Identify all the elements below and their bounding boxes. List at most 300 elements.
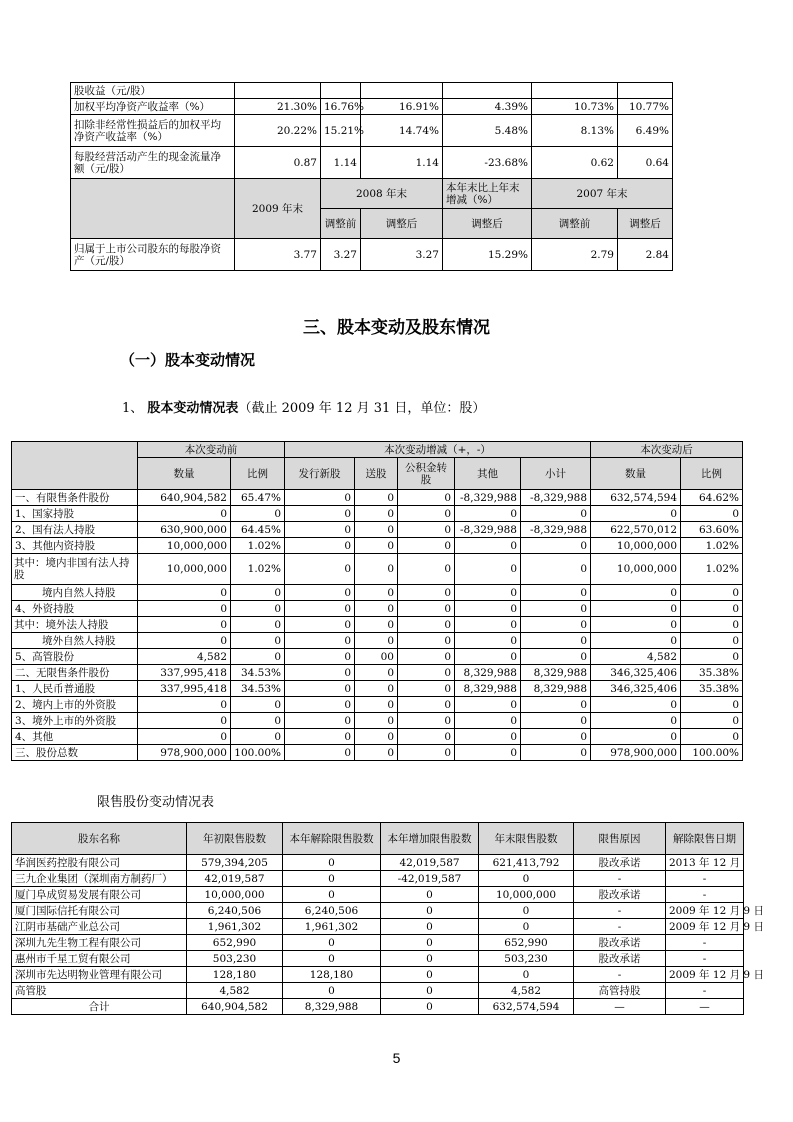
equity-cell: 0 [521,729,591,745]
restricted-cell: 128,180 [187,967,283,983]
equity-cell: 0 [138,713,231,729]
equity-cell: 0 [521,745,591,761]
fin-row-label: 股收益（元/股） [71,83,235,99]
equity-cell: 0 [285,697,355,713]
restricted-cell: 4,582 [479,983,574,999]
equity-cell: 346,325,406 [591,681,681,697]
equity-cell: 0 [231,601,285,617]
restricted-cell: 503,230 [187,951,283,967]
equity-cell: 0 [681,617,743,633]
fin-cell: 3.77 [235,239,321,271]
equity-cell: -8,329,988 [521,522,591,538]
equity-cell: 10,000,000 [138,538,231,554]
fin-row-eps-tail [71,83,673,99]
equity-row-label: 5、高管股份 [12,649,138,665]
equity-cell: 0 [355,554,398,585]
equity-row [12,617,743,633]
equity-cell: 0 [398,633,455,649]
equity-cell: 0 [681,729,743,745]
shareholder-name: 厦门阜成贸易发展有限公司 [12,887,187,903]
equity-row [12,649,743,665]
fin-cell: 2.84 [618,239,673,271]
equity-cell: 0 [285,601,355,617]
equity-cell: 0 [398,729,455,745]
col-header: 本年解除限售股数 [283,823,381,855]
restricted-cell: 股改承诺 [574,855,666,871]
fin-cell: 15.21% [321,115,361,147]
equity-cell: 0 [521,554,591,585]
shareholder-name: 惠州市千星工贸有限公司 [12,951,187,967]
equity-cell: 0 [285,729,355,745]
equity-cell: 0 [591,617,681,633]
equity-cell: 0 [398,506,455,522]
equity-cell: 100.00% [681,745,743,761]
restricted-cell: - [666,935,744,951]
equity-row [12,633,743,649]
restricted-cell: 6,240,506 [283,903,381,919]
equity-cell: 0 [521,601,591,617]
equity-cell: 0 [521,538,591,554]
restricted-cell: 1,961,302 [283,919,381,935]
restricted-cell: - [574,903,666,919]
equity-cell: 978,900,000 [591,745,681,761]
fin-row-nav [71,239,673,271]
equity-row [12,681,743,697]
equity-cell: 10,000,000 [591,554,681,585]
equity-cell: 0 [591,697,681,713]
col-header: 年末限售股数 [479,823,574,855]
equity-cell: 0 [521,633,591,649]
equity-row-label: 二、无限售条件股份 [12,665,138,681]
equity-cell: 0 [138,697,231,713]
col-header: 其他 [455,458,521,490]
restricted-cell: 股改承诺 [574,951,666,967]
restricted-cell: 0 [283,983,381,999]
equity-cell: 0 [591,585,681,601]
restricted-row [12,887,744,903]
equity-row [12,665,743,681]
restricted-cell: — [574,999,666,1015]
equity-cell: 8,329,988 [455,681,521,697]
equity-cell: -8,329,988 [521,490,591,506]
fin-cell: 6.49% [618,115,673,147]
equity-cell: 0 [521,506,591,522]
equity-row-label: 境外自然人持股 [12,633,138,649]
restricted-row [12,855,744,871]
restricted-cell: 640,904,582 [187,999,283,1015]
fin-cell: 20.22% [235,115,321,147]
equity-cell: 1.02% [231,538,285,554]
equity-cell: 0 [398,617,455,633]
equity-cell: 0 [355,506,398,522]
equity-cell: 100.00% [231,745,285,761]
equity-cell: 0 [398,538,455,554]
fin-cell: 16.91% [361,99,443,115]
equity-cell: 64.62% [681,490,743,506]
restricted-row [12,903,744,919]
fin-row-label: 归属于上市公司股东的每股净资产（元/股） [71,239,235,271]
equity-cell: 0 [231,697,285,713]
equity-cell: 35.38% [681,681,743,697]
restricted-cell: - [666,983,744,999]
col-header: 小计 [521,458,591,490]
fin-cell: 0.64 [618,147,673,179]
equity-cell: 0 [591,633,681,649]
shareholder-name: 厦门国际信托有限公司 [12,903,187,919]
equity-cell: 0 [591,601,681,617]
equity-cell: 64.45% [231,522,285,538]
fin-cell: 1.14 [321,147,361,179]
equity-row-label: 3、其他内资持股 [12,538,138,554]
header-2009: 2009 年末 [235,179,321,239]
equity-cell: 0 [455,649,521,665]
equity-cell: 63.60% [681,522,743,538]
fin-row [71,147,673,179]
equity-table-heading [122,397,485,416]
equity-cell: 0 [355,617,398,633]
equity-cell: 0 [355,713,398,729]
equity-row-label: 其中：境内非国有法人持股 [12,554,138,585]
equity-cell: 0 [681,649,743,665]
restricted-cell: 0 [381,935,479,951]
header-adj-after: 调整后 [361,209,443,239]
equity-row [12,490,743,506]
equity-row-label: 其中：境外法人持股 [12,617,138,633]
equity-cell: 0 [285,506,355,522]
equity-row [12,506,743,522]
heading-title: 股本变动情况表 [147,401,239,416]
restricted-cell: 0 [381,887,479,903]
equity-row-label: 3、境外上市的外资股 [12,713,138,729]
equity-cell: 0 [398,681,455,697]
equity-row [12,522,743,538]
equity-cell: 0 [455,554,521,585]
restricted-cell: 1,961,302 [187,919,283,935]
fin-cell: 0.87 [235,147,321,179]
equity-cell: 8,329,988 [455,665,521,681]
restricted-cell: 高管持股 [574,983,666,999]
header-adj-before: 调整前 [321,209,361,239]
equity-cell: 630,900,000 [138,522,231,538]
shareholder-name: 深圳市先达明物业管理有限公司 [12,967,187,983]
restricted-table-heading: 限售股份变动情况表 [97,795,215,810]
restricted-cell: — [666,999,744,1015]
restricted-cell: 0 [381,903,479,919]
equity-cell: 1.02% [681,554,743,585]
equity-cell: 0 [398,522,455,538]
subsection-title: （一）股本变动情况 [120,351,256,369]
equity-cell: 4,582 [138,649,231,665]
equity-cell: 0 [138,633,231,649]
restricted-row [12,983,744,999]
equity-cell: 4,582 [591,649,681,665]
restricted-cell: 652,990 [479,935,574,951]
equity-cell: 0 [285,713,355,729]
equity-cell: 0 [355,745,398,761]
equity-cell: 0 [355,665,398,681]
equity-cell: 35.38% [681,665,743,681]
financial-indicators-table [70,82,673,271]
equity-cell: 1.02% [681,538,743,554]
equity-cell: 10,000,000 [591,538,681,554]
restricted-row [12,935,744,951]
restricted-cell: 0 [381,999,479,1015]
fin-cell: 21.30% [235,99,321,115]
equity-cell: 65.47% [231,490,285,506]
equity-cell: -8,329,988 [455,490,521,506]
equity-cell: 0 [231,729,285,745]
equity-cell: 0 [231,633,285,649]
fin-cell: 1.14 [361,147,443,179]
restricted-cell: 0 [479,967,574,983]
restricted-row [12,871,744,887]
equity-cell: 0 [285,681,355,697]
fin-cell: 10.77% [618,99,673,115]
shareholder-name: 江阴市基础产业总公司 [12,919,187,935]
header-change: 本次变动增减（+，-） [285,442,591,458]
equity-cell: 0 [138,617,231,633]
equity-change-table [11,441,743,761]
shareholder-name: 深圳九先生物工程有限公司 [12,935,187,951]
restricted-cell: - [666,951,744,967]
shareholder-name: 合计 [12,999,187,1015]
equity-cell: 337,995,418 [138,681,231,697]
equity-cell: 0 [398,601,455,617]
equity-cell: 0 [355,538,398,554]
restricted-cell: 0 [479,903,574,919]
fin-cell: 8.13% [532,115,618,147]
fin-row [71,115,673,147]
equity-cell: 0 [681,633,743,649]
restricted-cell: 0 [381,967,479,983]
col-header: 公积金转股 [398,458,455,490]
equity-cell: 0 [398,745,455,761]
equity-cell: 0 [681,506,743,522]
equity-row-label: 境内自然人持股 [12,585,138,601]
equity-cell: 1.02% [231,554,285,585]
restricted-cell: 0 [283,855,381,871]
equity-cell: 0 [285,538,355,554]
equity-cell: 0 [398,554,455,585]
equity-cell: 0 [285,554,355,585]
restricted-cell: 632,574,594 [479,999,574,1015]
restricted-cell: 42,019,587 [381,855,479,871]
equity-cell: 0 [591,729,681,745]
heading-note: （截止 2009 年 12 月 31 日，单位：股） [238,401,486,416]
equity-cell: 00 [355,649,398,665]
equity-cell: 0 [285,617,355,633]
fin-cell: 10.73% [532,99,618,115]
equity-cell: 0 [285,585,355,601]
header-2008: 2008 年末 [321,179,443,209]
equity-cell: 0 [355,585,398,601]
equity-cell: 0 [355,490,398,506]
equity-cell: 0 [285,633,355,649]
equity-row-label: 1、国家持股 [12,506,138,522]
equity-row-label: 2、国有法人持股 [12,522,138,538]
equity-cell: 0 [455,713,521,729]
equity-cell: 0 [285,522,355,538]
equity-cell: 0 [521,697,591,713]
equity-cell: 0 [231,617,285,633]
restricted-cell: 652,990 [187,935,283,951]
equity-cell: 0 [681,585,743,601]
restricted-cell: 10,000,000 [187,887,283,903]
restricted-cell: 0 [381,919,479,935]
shareholder-name: 高管股 [12,983,187,999]
equity-row [12,729,743,745]
fin-cell: 2.79 [532,239,618,271]
restricted-cell: - [666,887,744,903]
equity-cell: 0 [285,745,355,761]
fin-row [71,99,673,115]
equity-cell: 8,329,988 [521,665,591,681]
equity-row-label: 三、股份总数 [12,745,138,761]
col-header: 数量 [591,458,681,490]
fin-row-label: 每股经营活动产生的现金流量净额（元/股） [71,147,235,179]
equity-cell: 0 [521,585,591,601]
col-header: 股东名称 [12,823,187,855]
equity-cell: 0 [355,681,398,697]
equity-cell: 978,900,000 [138,745,231,761]
equity-cell: 640,904,582 [138,490,231,506]
equity-row-label: 2、境内上市的外资股 [12,697,138,713]
restricted-cell: 8,329,988 [283,999,381,1015]
fin-cell: 15.29% [443,239,532,271]
equity-cell: 0 [138,601,231,617]
restricted-cell: 0 [381,951,479,967]
equity-cell: 0 [355,522,398,538]
equity-row-label: 1、人民币普通股 [12,681,138,697]
restricted-cell: 股改承诺 [574,935,666,951]
restricted-row [12,919,744,935]
fin-row-label: 加权平均净资产收益率（%） [71,99,235,115]
restricted-cell: 579,394,205 [187,855,283,871]
restricted-cell: 0 [283,871,381,887]
restricted-shares-table [11,822,764,1015]
equity-cell: 0 [591,506,681,522]
equity-cell: 0 [231,713,285,729]
restricted-cell: 0 [479,871,574,887]
equity-cell: 0 [285,665,355,681]
col-header: 比例 [231,458,285,490]
equity-cell: 0 [681,697,743,713]
header-adj-after: 调整后 [618,209,673,239]
equity-cell: 0 [455,538,521,554]
restricted-row [12,967,744,983]
col-header: 年初限售股数 [187,823,283,855]
fin-cell: -23.68% [443,147,532,179]
col-header: 比例 [681,458,743,490]
page-number: 5 [392,1050,401,1066]
header-2007: 2007 年末 [532,179,673,209]
equity-cell: 0 [398,665,455,681]
equity-cell: 0 [521,617,591,633]
equity-row-label: 4、外资持股 [12,601,138,617]
equity-cell: 8,329,988 [521,681,591,697]
restricted-cell: 0 [283,887,381,903]
section-title: 三、股本变动及股东情况 [303,318,490,338]
header-adj-before: 调整前 [532,209,618,239]
restricted-header-row [12,823,744,855]
equity-cell: 0 [521,649,591,665]
equity-cell: 0 [455,506,521,522]
restricted-cell: 股改承诺 [574,887,666,903]
col-header: 解除限售日期 [666,823,744,855]
restricted-cell: 0 [479,919,574,935]
fin-cell: 4.39% [443,99,532,115]
fin-cell: 14.74% [361,115,443,147]
equity-row [12,697,743,713]
restricted-cell: 0 [283,951,381,967]
restricted-cell: 0 [283,935,381,951]
col-header: 本年增加限售股数 [381,823,479,855]
equity-row [12,585,743,601]
equity-row [12,538,743,554]
shareholder-name: 华润医药控股有限公司 [12,855,187,871]
equity-cell: 0 [681,601,743,617]
equity-cell: 10,000,000 [138,554,231,585]
equity-cell: 0 [455,697,521,713]
equity-cell: 0 [285,649,355,665]
equity-cell: 632,574,594 [591,490,681,506]
equity-cell: 0 [591,713,681,729]
heading-prefix: 1、 [122,401,144,416]
header-after: 本次变动后 [591,442,743,458]
equity-cell: 0 [138,729,231,745]
col-header: 发行新股 [285,458,355,490]
equity-cell: 0 [455,729,521,745]
equity-cell: -8,329,988 [455,522,521,538]
fin-cell: 0.62 [532,147,618,179]
equity-cell: 0 [455,633,521,649]
equity-cell: 0 [398,713,455,729]
equity-cell: 0 [231,506,285,522]
equity-cell: 0 [455,585,521,601]
equity-cell: 0 [355,601,398,617]
equity-row [12,601,743,617]
restricted-cell: 621,413,792 [479,855,574,871]
equity-cell: 0 [285,490,355,506]
restricted-cell: 0 [381,983,479,999]
fin-cell: 3.27 [321,239,361,271]
equity-cell: 0 [231,649,285,665]
col-header: 送股 [355,458,398,490]
equity-row [12,713,743,729]
restricted-cell: 2009 年 12 月 9 日 [666,967,744,983]
equity-cell: 0 [355,729,398,745]
equity-cell: 0 [398,585,455,601]
equity-cell: 0 [355,633,398,649]
restricted-cell: 503,230 [479,951,574,967]
equity-cell: 622,570,012 [591,522,681,538]
equity-cell: 0 [398,490,455,506]
equity-row-label: 一、有限售条件股份 [12,490,138,506]
restricted-cell: 2009 年 12 月 9 日 [666,903,744,919]
equity-cell: 337,995,418 [138,665,231,681]
restricted-cell: - [574,919,666,935]
header-before: 本次变动前 [138,442,285,458]
restricted-cell: 42,019,587 [187,871,283,887]
equity-row [12,745,743,761]
equity-cell: 34.53% [231,681,285,697]
fin-row-label: 扣除非经常性损益后的加权平均净资产收益率（%） [71,115,235,147]
equity-cell: 0 [455,745,521,761]
restricted-cell: - [666,871,744,887]
col-header: 限售原因 [574,823,666,855]
header-adj-after: 调整后 [443,209,532,239]
shareholder-name: 三九企业集团（深圳南方制药厂） [12,871,187,887]
